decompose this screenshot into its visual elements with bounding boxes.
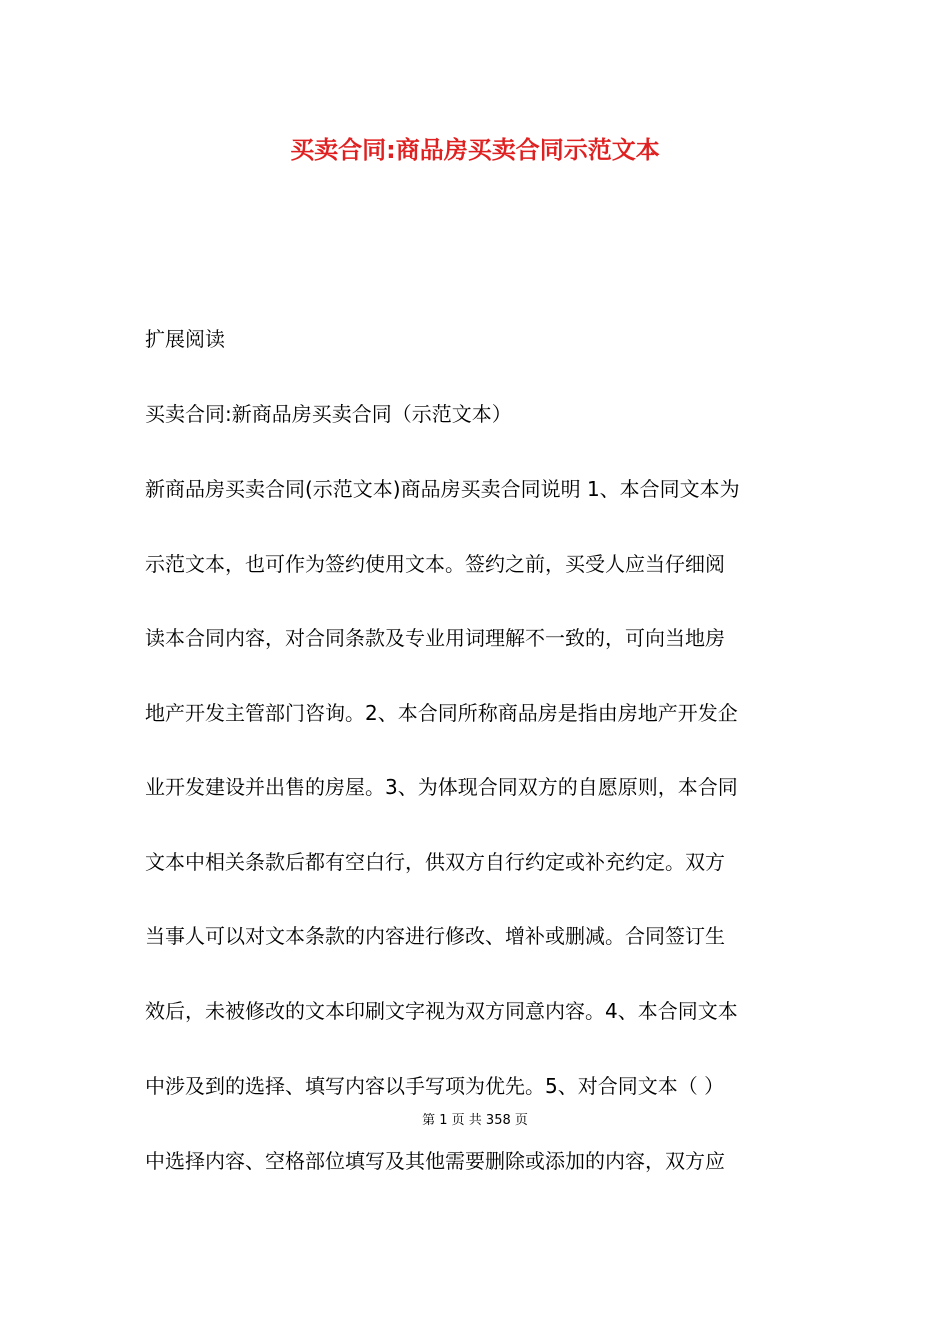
body-line: 当事人可以对文本条款的内容进行修改、增补或删减。合同签订生 [145, 924, 725, 948]
page-number: 第 1 页 共 358 页 [422, 1113, 528, 1128]
body-line: 业开发建设并出售的房屋。3、为体现合同双方的自愿原则，本合同 [145, 775, 738, 799]
document-subtitle: 买卖合同:新商品房买卖合同（示范文本） [145, 402, 512, 426]
document-title: 买卖合同:商品房买卖合同示范文本 [290, 136, 660, 164]
body-line: 读本合同内容，对合同条款及专业用词理解不一致的，可向当地房 [145, 626, 725, 650]
body-line: 地产开发主管部门咨询。2、本合同所称商品房是指由房地产开发企 [145, 701, 738, 725]
body-line: 示范文本，也可作为签约使用文本。签约之前，买受人应当仔细阅 [145, 552, 725, 576]
body-line: 中选择内容、空格部位填写及其他需要删除或添加的内容，双方应 [145, 1149, 725, 1173]
body-line: 中涉及到的选择、填写内容以手写项为优先。5、对合同文本（ ） [145, 1074, 725, 1098]
body-line: 新商品房买卖合同(示范文本)商品房买卖合同说明 1、本合同文本为 [145, 477, 740, 501]
body-line: 效后，未被修改的文本印刷文字视为双方同意内容。4、本合同文本 [145, 999, 738, 1023]
body-line: 文本中相关条款后都有空白行，供双方自行约定或补充约定。双方 [145, 850, 725, 874]
section-heading: 扩展阅读 [145, 327, 225, 351]
